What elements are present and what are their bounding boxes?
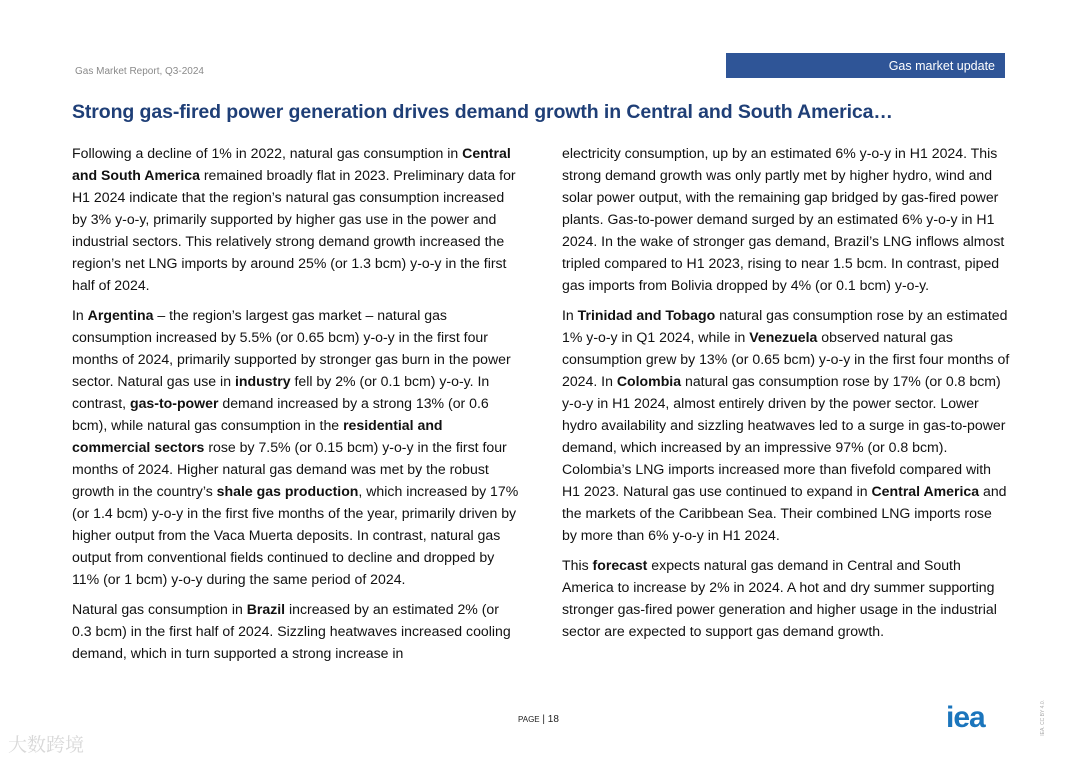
text-run: observed natural gas consumption grew by 13% (or 0.65 bcm) y-o-y in the first four months of 2024. In [562, 329, 1010, 389]
bold-term: Trinidad and Tobago [577, 307, 716, 323]
paragraph [562, 304, 1010, 546]
text-run: remained broadly flat in 2023. Preliminary data for H1 2024 indicate that the region’s natural gas consumption increased by 3% y-o-y, primarily supported by higher gas use in the power and industrial sectors. This relatively strong demand growth increased the region’s net LNG imports by around 25% (or 1.3 bcm) y-o-y in the first half of 2024. [72, 167, 516, 293]
text-run: and the markets of the Caribbean Sea. Their combined LNG imports rose by more than 6% y-o-y in H1 2024. [562, 483, 1007, 543]
bold-term: gas-to-power [129, 395, 219, 411]
bold-term: shale gas production [216, 483, 359, 499]
text-run: natural gas consumption rose by an estimated 1% y-o-y in Q1 2024, while in [562, 307, 1008, 345]
text-run: – the region’s largest gas market – natural gas consumption increased by 5.5% (or 0.65 bcm) y-o-y in the first four months of 2024, primarily supported by stronger gas burn in the power sector. Natural gas use in [72, 307, 511, 389]
bold-term: Venezuela [749, 329, 818, 345]
paragraph [72, 598, 520, 664]
text-run: fell by 2% (or 0.1 bcm) y-o-y. In contrast, [72, 373, 490, 411]
text-run: natural gas consumption rose by 17% (or 0.8 bcm) y-o-y in H1 2024, almost entirely driven by the power sector. Lower hydro availability and sizzling heatwaves led to a surge in gas-to-power demand, which increased by an impressive 97% (or 0.8 bcm). Colombia’s LNG imports increased more than fivefold compared with H1 2023. Natural gas use continued to expand in [562, 373, 1006, 499]
watermark: 大数跨境 [8, 735, 85, 756]
text-run: electricity consumption, up by an estimated 6% y-o-y in H1 2024. This strong demand growth was only partly met by higher hydro, wind and solar power output, with the remaining gap bridged by gas-fired power plants. Gas-to-power demand surged by an estimated 6% y-o-y in H1 2024. In the wake of stronger gas demand, Brazil’s LNG inflows almost tripled compared to H1 2023, rising to near 1.5 bcm. In contrast, piped gas imports from Bolivia dropped by 4% (or 0.1 bcm) y-o-y. [562, 145, 1005, 293]
page-title: Strong gas-fired power generation drives demand growth in Central and South America… [72, 101, 893, 123]
bold-term: residential and commercial sectors [72, 417, 443, 455]
iea-logo: iea [946, 701, 985, 734]
bold-term: Argentina [87, 307, 154, 323]
page-number [518, 714, 559, 725]
paragraph [72, 304, 520, 590]
bold-term: forecast [592, 557, 648, 573]
text-run: Natural gas consumption in [72, 601, 247, 617]
right-column [562, 142, 1010, 650]
license-text: IEA. CC BY 4.0. [1040, 700, 1046, 736]
bold-term: Colombia [616, 373, 682, 389]
paragraph [562, 554, 1010, 642]
text-run: expects natural gas demand in Central and South America to increase by 2% in 2024. A hot and dry summer supporting stronger gas-fired power generation and higher usage in the industrial sector are expected to support gas demand growth. [562, 557, 997, 639]
page-value: | 18 [542, 714, 559, 725]
text-run: increased by an estimated 2% (or 0.3 bcm) in the first half of 2024. Sizzling heatwaves increased cooling demand, which in turn supported a strong increase in [72, 601, 511, 661]
text-run: , which increased by 17% (or 1.4 bcm) y-o-y in the first five months of the year, primarily driven by higher output from the Vaca Muerta deposits. In contrast, natural gas output from conventional fields continued to decline and dropped by 11% (or 1 bcm) y-o-y during the same period of 2024. [72, 483, 519, 587]
text-run: In [562, 307, 578, 323]
text-run: demand increased by a strong 13% (or 0.6 bcm), while natural gas consumption in the [72, 395, 489, 433]
bold-term: Central and South America [72, 145, 511, 183]
paragraph [72, 142, 520, 296]
bold-term: Brazil [246, 601, 286, 617]
paragraph [562, 142, 1010, 296]
page-label: PAGE [518, 715, 540, 724]
bold-term: industry [234, 373, 291, 389]
text-run: rose by 7.5% (or 0.15 bcm) y-o-y in the first four months of 2024. Higher natural gas demand was met by the robust growth in the country’s [72, 439, 507, 499]
report-name: Gas Market Report, Q3-2024 [75, 66, 204, 77]
left-column [72, 142, 520, 672]
section-banner: Gas market update [726, 53, 1005, 78]
text-run: In [72, 307, 88, 323]
text-run: This [562, 557, 593, 573]
bold-term: Central America [871, 483, 980, 499]
text-run: Following a decline of 1% in 2022, natural gas consumption in [72, 145, 463, 161]
